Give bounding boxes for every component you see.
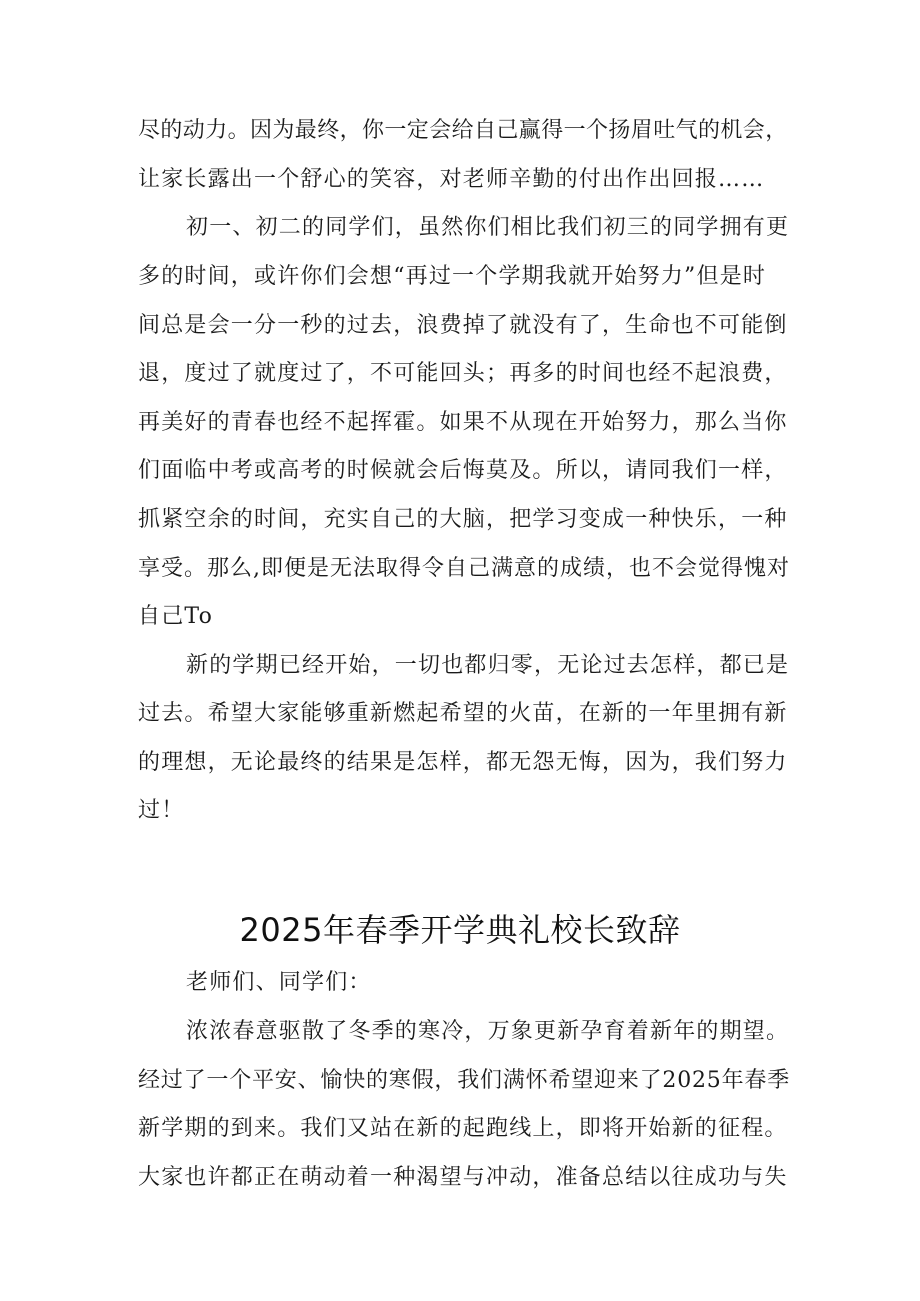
paragraph-line: 享受。那么,即便是无法取得令自己满意的成绩，也不会觉得愧对: [138, 556, 790, 581]
paragraph-line: 间总是会一分一秒的过去，浪费掉了就没有了，生命也不可能倒: [138, 313, 788, 338]
paragraph-line: 的理想，无论最终的结果是怎样，都无怨无悔，因为，我们努力: [138, 750, 788, 775]
paragraph-line: 抓紧空余的时间，充实自己的大脑，把学习变成一种快乐，一种: [138, 507, 788, 532]
paragraph-line: 新的学期已经开始，一切也都归零，无论过去怎样，都已是: [186, 653, 790, 678]
paragraph-line: 过去。希望大家能够重新燃起希望的火苗，在新的一年里拥有新: [138, 701, 788, 726]
paragraph-line: 尽的动力。因为最终，你一定会给自己赢得一个扬眉吐气的机会，: [138, 118, 788, 143]
speech-title: 2025年春季开学典礼校长致辞: [239, 911, 681, 949]
paragraph-line: 过！: [138, 798, 185, 823]
paragraph-line: 自己To: [138, 604, 214, 629]
paragraph-line: 多的时间，或许你们会想“再过一个学期我就开始努力”但是时: [138, 264, 767, 289]
paragraph-line: 新学期的到来。我们又站在新的起跑线上，即将开始新的征程。: [138, 1116, 788, 1141]
paragraph-line: 大家也许都正在萌动着一种渴望与冲动，准备总结以往成功与失: [138, 1165, 788, 1190]
paragraph-line: 让家长露出一个舒心的笑容，对老师辛勤的付出作出回报……: [138, 167, 765, 192]
paragraph-line: 初一、初二的同学们，虽然你们相比我们初三的同学拥有更: [186, 215, 790, 240]
speech-greeting: 老师们、同学们：: [186, 970, 372, 995]
paragraph-line: 再美好的青春也经不起挥霍。如果不从现在开始努力，那么当你: [138, 410, 788, 435]
paragraph-line: 退，度过了就度过了，不可能回头；再多的时间也经不起浪费，: [138, 361, 788, 386]
paragraph-line: 经过了一个平安、愉快的寒假，我们满怀希望迎来了2025年春季: [138, 1068, 790, 1093]
paragraph-line: 们面临中考或高考的时候就会后悔莫及。所以，请同我们一样，: [138, 458, 788, 483]
paragraph-line: 浓浓春意驱散了冬季的寒冷，万象更新孕育着新年的期望。: [186, 1019, 790, 1044]
